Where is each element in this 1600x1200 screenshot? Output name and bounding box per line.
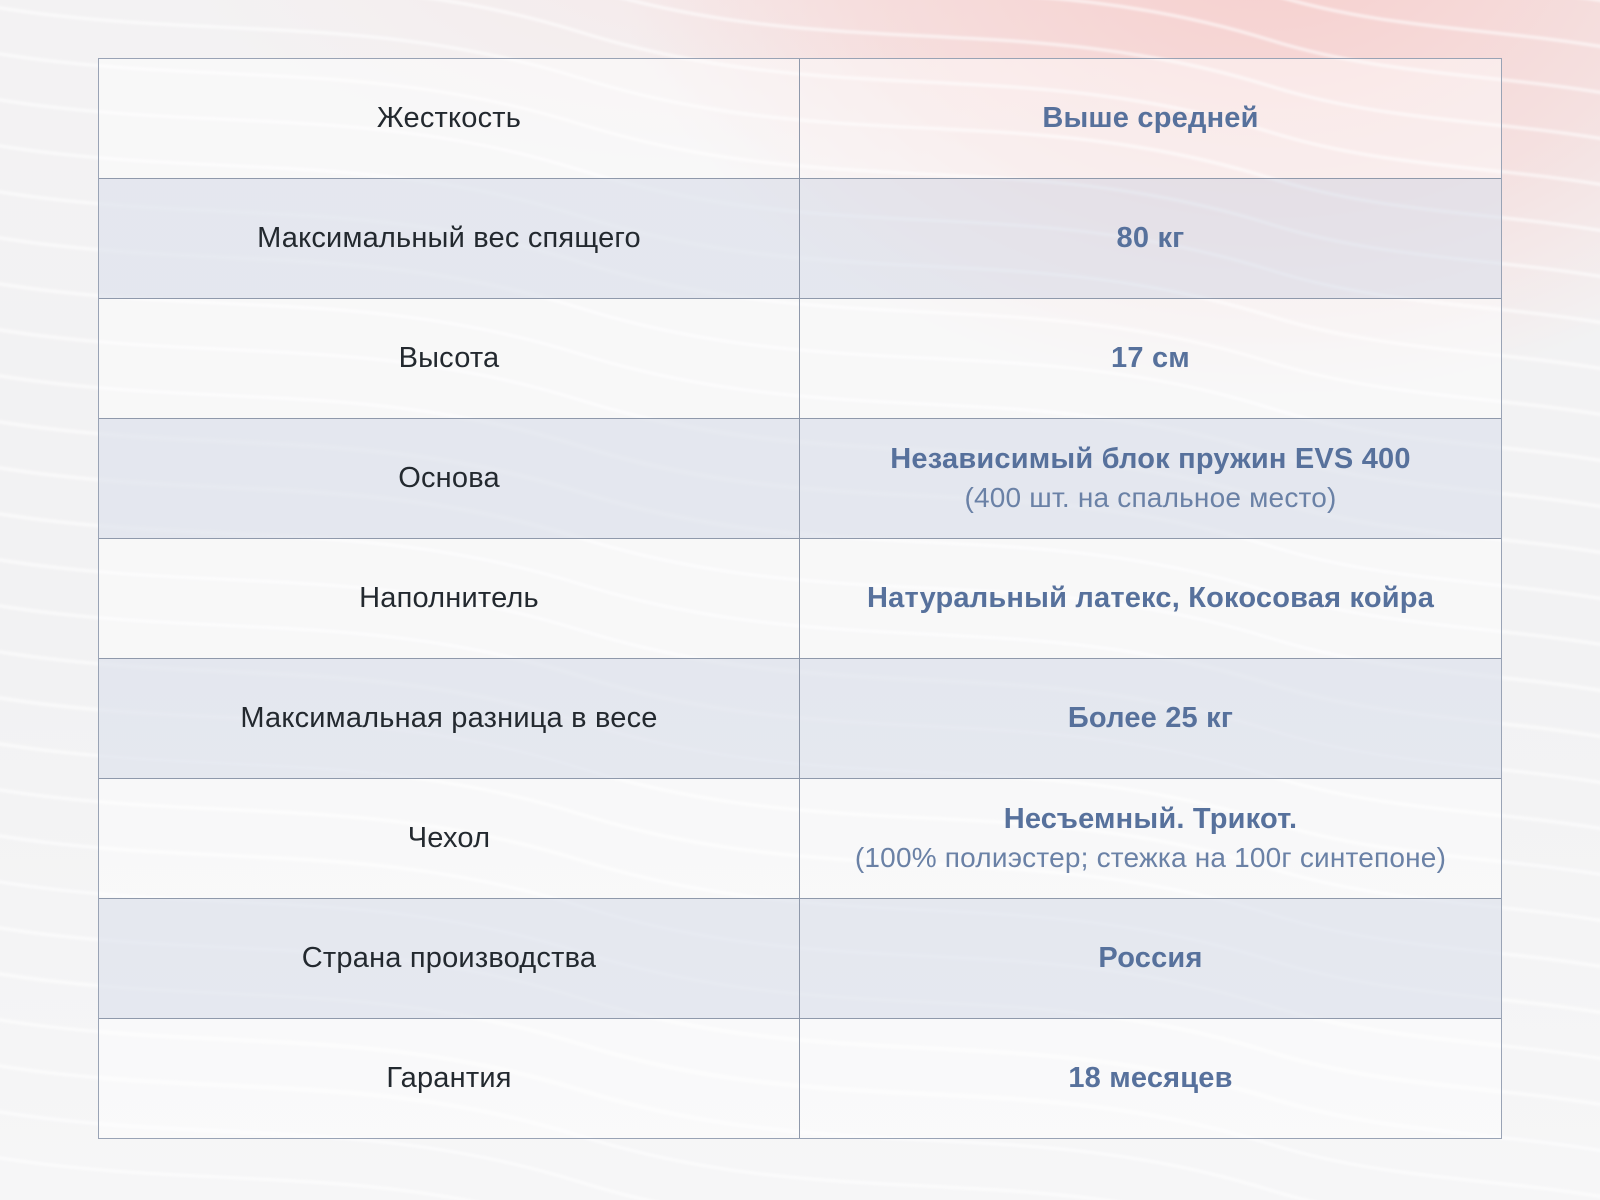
table-row-filler	[99, 538, 1501, 658]
spec-value-cell	[800, 299, 1501, 418]
spec-value: Более 25 кг	[1067, 702, 1234, 735]
spec-value-note: (100% полиэстер; стежка на 100г синтепоне)	[854, 842, 1447, 874]
spec-value-cell	[800, 539, 1501, 658]
spec-value-cell	[800, 179, 1501, 298]
product-specs-table	[98, 58, 1502, 1139]
table-row-max-weight-difference	[99, 658, 1501, 778]
table-row-max-weight	[99, 178, 1501, 298]
spec-label: Жесткость	[99, 59, 800, 178]
spec-label: Страна производства	[99, 899, 800, 1018]
spec-value-cell	[800, 779, 1501, 898]
spec-label: Основа	[99, 419, 800, 538]
spec-value: Россия	[1098, 942, 1203, 975]
spec-value: Несъемный. Трикот.	[1003, 803, 1298, 836]
table-row-height	[99, 298, 1501, 418]
spec-value: 80 кг	[1116, 222, 1185, 255]
spec-label: Максимальный вес спящего	[99, 179, 800, 298]
spec-value: Натуральный латекс, Кокосовая койра	[866, 582, 1435, 615]
spec-label: Высота	[99, 299, 800, 418]
spec-value-cell	[800, 1019, 1501, 1138]
spec-value-note: (400 шт. на спальное место)	[964, 482, 1337, 514]
table-row-country	[99, 898, 1501, 1018]
spec-value: 18 месяцев	[1068, 1062, 1233, 1095]
table-row-warranty	[99, 1018, 1501, 1138]
spec-value: Выше средней	[1042, 102, 1259, 135]
spec-value-cell	[800, 59, 1501, 178]
table-row-cover	[99, 778, 1501, 898]
spec-label: Чехол	[99, 779, 800, 898]
spec-value-cell	[800, 899, 1501, 1018]
spec-label: Наполнитель	[99, 539, 800, 658]
spec-value-cell	[800, 659, 1501, 778]
spec-value: Независимый блок пружин EVS 400	[890, 443, 1411, 476]
spec-label: Гарантия	[99, 1019, 800, 1138]
spec-value-cell	[800, 419, 1501, 538]
spec-value: 17 см	[1111, 342, 1190, 375]
table-row-hardness	[99, 59, 1501, 178]
table-row-base	[99, 418, 1501, 538]
spec-label: Максимальная разница в весе	[99, 659, 800, 778]
